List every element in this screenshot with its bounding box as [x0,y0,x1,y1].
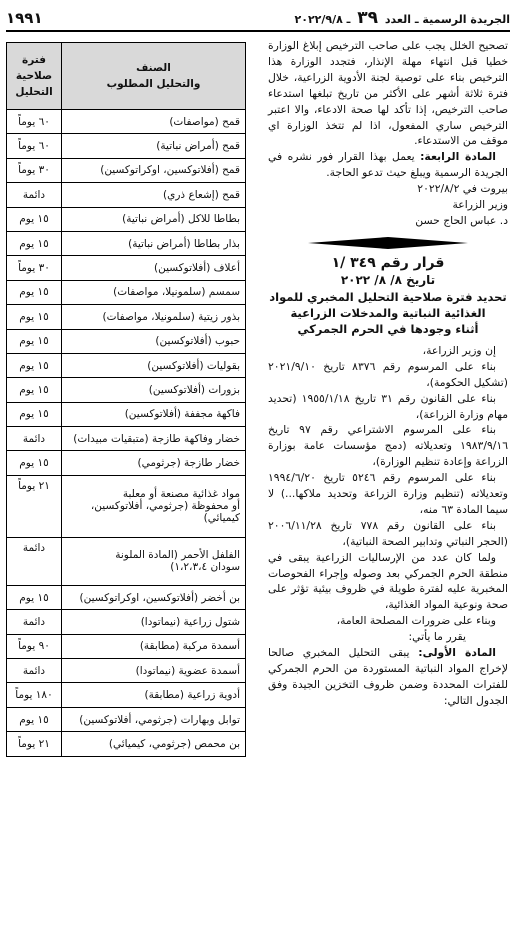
place-date: بيروت في ٢٠٢٢/٨/٢ [417,182,508,196]
article-4-label: المادة الرابعة: [420,150,496,164]
row-item: أعلاف (أفلاتوكسين) [62,256,246,280]
row-period: ٢١ يوماً [7,732,62,756]
row-item: خضار طازجة (جرثومي) [62,451,246,475]
row-period: ١٥ يوم [7,402,62,426]
table-row [7,256,246,280]
row-period: ١٨٠ يوماً [7,683,62,707]
issue-number: ٣٩ [357,8,379,28]
row-period: دائمة [7,537,62,585]
table-row [7,427,246,451]
row-period: دائمة [7,427,62,451]
row-item: بذار بطاطا (أمراض نباتية) [62,231,246,255]
page-number: ١٩٩١ [6,9,43,27]
row-period: ١٥ يوم [7,207,62,231]
row-item: خضار وفاكهة طازجة (متبقيات مبيدات) [62,427,246,451]
journal-issue-line [295,8,510,28]
table-row [7,402,246,426]
row-period: ١٥ يوم [7,353,62,377]
row-item: قمح (مواصفات) [62,110,246,134]
row-item: قمح (إشعاع ذري) [62,183,246,207]
row-item: حبوب (أفلاتوكسين) [62,329,246,353]
row-item: الفلفل الأحمر (المادة الملونة سودان ١،٢،٣،٤) [62,537,246,585]
preamble-3: بناء على القانون رقم ٣١ تاريخ ١٩٥٥/١/١٨ (تحديد مهام وزارة الزراعة)، [268,391,508,421]
row-period: ١٥ يوم [7,707,62,731]
decision-number: قرار رقم ٣٤٩ /١ [331,254,445,271]
table-row [7,231,246,255]
column-header-period: فترة صلاحية التحليل [7,43,62,110]
row-period: ١٥ يوم [7,378,62,402]
row-period: دائمة [7,183,62,207]
preamble-8: وبناء على ضرورات المصلحة العامة، [336,614,496,628]
text-column [268,38,508,709]
table-row [7,353,246,377]
subject-line-3: أثناء وجودها في الحرم الجمركي [297,321,479,336]
row-item: بذور زيتية (سلمونيلا، مواصفات) [62,305,246,329]
signer-name: د. عباس الحاج حسن [415,213,508,227]
row-period: ١٥ يوم [7,280,62,304]
row-period: ١٥ يوم [7,231,62,255]
row-item: سمسم (سلمونيلا، مواصفات) [62,280,246,304]
table-row [7,585,246,609]
validity-table [6,42,246,757]
article-1 [268,645,508,709]
table-row [7,158,246,182]
row-item: توابل وبهارات (جرثومي، أفلاتوكسين) [62,707,246,731]
row-period: ١٥ يوم [7,585,62,609]
row-item: مواد غذائية مصنعة أو معلبة أو محفوظة (جرثومي، أفلاتوكسين، كيميائي) [62,475,246,537]
table-row [7,537,246,585]
row-item: فاكهة مجففة (أفلاتوكسين) [62,402,246,426]
row-item: بن محمص (جرثومي، كيميائي) [62,732,246,756]
decision-date: تاريخ ٨/ ٨/ ٢٠٢٢ [340,272,436,287]
table-row [7,329,246,353]
row-period: ٣٠ يوماً [7,256,62,280]
table-row [7,634,246,658]
preamble-6: بناء على القانون رقم ٧٧٨ تاريخ ٢٠٠٦/١١/٢٨ (الحجر النباتي وتدابير الصحة النباتية)، [268,518,508,548]
row-period: ٣٠ يوماً [7,158,62,182]
table-row [7,305,246,329]
table-row [7,110,246,134]
row-item: أدوية زراعية (مطابقة) [62,683,246,707]
article-1-text: يبقى التحليل المخبري صالحا لإخراج المواد النباتية المستوردة من الحرم الجمركي للفترات المحددة وضمن ظروف التخزين الجيدة وفق الجدول التالي: [268,646,508,707]
decides-line: يقرر ما يأتي: [408,630,466,644]
row-period: ٢١ يوماً [7,475,62,537]
row-item: أسمدة مركبة (مطابقة) [62,634,246,658]
row-period: ٩٠ يوماً [7,634,62,658]
row-period: ١٥ يوم [7,305,62,329]
row-item: بن أخضر (أفلاتوكسين، اوكراتوكسين) [62,585,246,609]
table-row [7,207,246,231]
paragraph-continuation: تصحيح الخلل يجب على صاحب الترخيص إبلاغ الوزارة خطيا قبل انتهاء مهلة الإنذار، فتجدد الوزارة هذا الترخيص بناء على توصية لجنة الأدوية الزراعية، خلال فترة ثلاثة أشهر على الأكثر من تاريخ تبلغها استدعاء صاحب الترخيص، إذا تأكد لها صحة الادعاء، والا اعتبر الترخيص ساري المفعول، اذا لم تتخذ الوزارة اي موقف من الاستدعاء. [268,39,508,148]
table-row [7,610,246,634]
row-period: ٦٠ يوماً [7,110,62,134]
article-4-text: يعمل بهذا القرار فور نشره في الجريدة الرسمية ويبلغ حيث تدعو الحاجة. [268,150,508,180]
row-item: أسمدة عضوية (نيماتودا) [62,659,246,683]
preamble-4: بناء على المرسوم الاشتراعي رقم ٩٧ تاريخ ١٩٨٣/٩/١٦ وتعديلاته (دمج مؤسسات عامة بوزارة الزراعة وإعادة تنظيم الوزارة)، [268,423,508,469]
table-row [7,732,246,756]
table-row [7,280,246,304]
issue-date: ـ ٢٠٢٢/٩/٨ [294,13,351,26]
preamble-1: إن وزير الزراعة، [422,343,496,357]
row-item: بقوليات (أفلاتوكسين) [62,353,246,377]
page-header [6,6,510,32]
row-period: ٦٠ يوماً [7,134,62,158]
row-item: بزورات (أفلاتوكسين) [62,378,246,402]
row-period: ١٥ يوم [7,329,62,353]
table-row [7,134,246,158]
journal-name: الجريدة الرسمية ـ العدد [384,13,510,26]
subject-line-2: الغذائية النباتية والمدخلات الزراعية [290,305,486,320]
article-1-label: المادة الأولى: [418,646,497,660]
column-header-item: الصنف والتحليل المطلوب [62,43,246,110]
row-period: ١٥ يوم [7,451,62,475]
table-row [7,183,246,207]
row-period: دائمة [7,659,62,683]
row-item: قمح (أفلاتوكسين، اوكراتوكسين) [62,158,246,182]
preamble-7: ولما كان عدد من الإرساليات الزراعية يبقى في منطقة الحرم الجمركي بعد وصوله وإجراء الفحوصات المخبرية عليه لفترة طويلة في ظروف بيئية تؤثر على صحة ونوعية المواد الغذائية، [268,550,508,612]
preamble-5: بناء على المرسوم رقم ٥٢٤٦ تاريخ ١٩٩٤/٦/٢٠ وتعديلاته (تنظيم وزارة الزراعة وتحديد ملاكها...) لا سيما المادة ٦٣ منه، [268,471,508,516]
table-row [7,475,246,537]
article-4 [268,149,508,181]
row-item: قمح (أمراض نباتية) [62,134,246,158]
preamble-2: بناء على المرسوم رقم ٨٣٧٦ تاريخ ٢٠٢١/٩/١٠ (تشكيل الحكومة)، [268,359,508,389]
table-row [7,659,246,683]
row-period: دائمة [7,610,62,634]
table-row [7,378,246,402]
table-row [7,451,246,475]
subject-line-1: تحديد فترة صلاحية التحليل المخبري للمواد [269,289,507,304]
row-item: شتول زراعية (نيماتودا) [62,610,246,634]
table-row [7,707,246,731]
row-item: بطاطا للاكل (أمراض نباتية) [62,207,246,231]
table-row [7,683,246,707]
section-divider [268,229,508,255]
table-body [7,110,246,757]
signer-title: وزير الزراعة [452,198,508,212]
